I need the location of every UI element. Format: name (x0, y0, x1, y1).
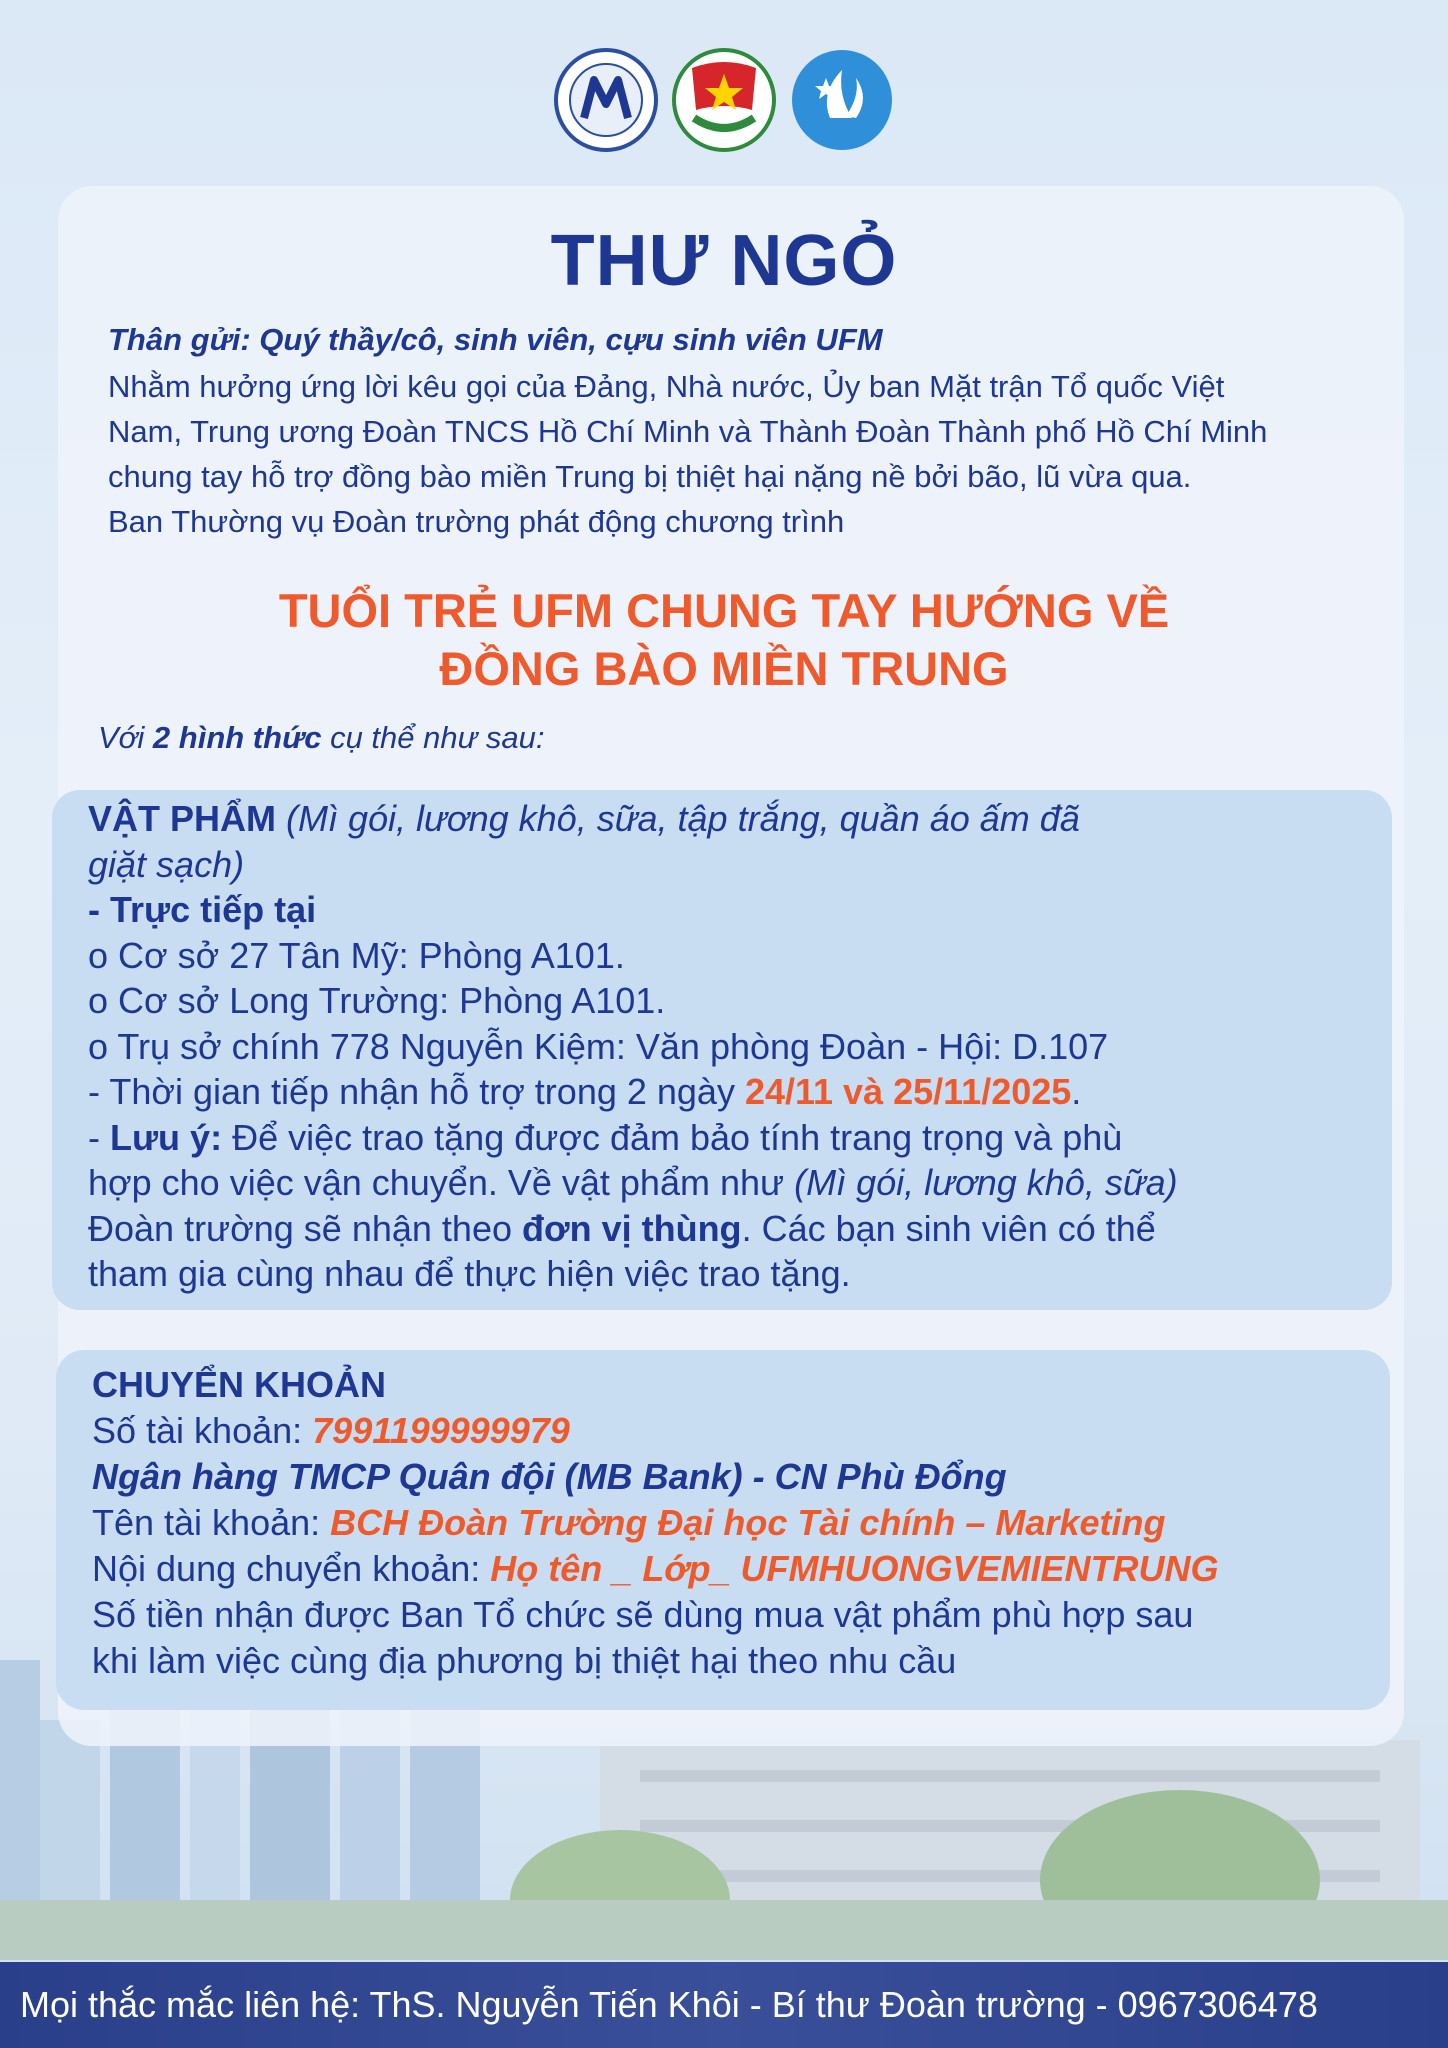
note-label: Lưu ý: (110, 1116, 223, 1158)
location-item: o Trụ sở chính 778 Nguyễn Kiệm: Văn phòng Đoàn - Hội: D.107 (88, 1025, 1109, 1067)
slogan-line-1: TUỔI TRẺ UFM CHUNG TAY HƯỚNG VỀ (278, 584, 1170, 637)
location-item: o Cơ sở Long Trường: Phòng A101. (88, 980, 666, 1021)
logo-row (0, 48, 1448, 152)
account-name-line: Tên tài khoản: BCH Đoàn Trường Đại học Tài chính – Marketing (92, 1502, 1166, 1543)
note-line: - Lưu ý: Để việc trao tặng được đảm bảo tính trang trọng và phù (88, 1116, 1123, 1158)
intro-line: chung tay hỗ trợ đồng bào miền Trung bị thiệt hại nặng nề bởi bão, lũ vừa qua. (108, 459, 1192, 494)
note-line: Đoàn trường sẽ nhận theo đơn vị thùng. Các bạn sinh viên có thể (88, 1207, 1156, 1249)
bank-name: Ngân hàng TMCP Quân đội (MB Bank) - CN Phù Đổng (92, 1456, 1007, 1497)
youth-union-logo-icon (672, 48, 776, 152)
forms-intro: Với 2 hình thức cụ thể như sau: (98, 720, 545, 755)
slogan-line-2: ĐỒNG BÀO MIỀN TRUNG (439, 642, 1009, 695)
closing-line: Số tiền nhận được Ban Tổ chức sẽ dùng mua vật phẩm phù hợp sau (92, 1594, 1194, 1635)
time-line: - Thời gian tiếp nhận hỗ trợ trong 2 ngày 24/11 và 25/11/2025. (88, 1071, 1082, 1112)
account-number[interactable]: 7991199999979 (312, 1410, 570, 1451)
footer-bar (0, 1962, 1448, 2048)
campaign-slogan (0, 582, 1448, 698)
student-association-logo-icon (790, 48, 894, 152)
intro-paragraph (108, 364, 1378, 544)
items-section (88, 796, 1388, 1297)
transfer-section (92, 1362, 1392, 1684)
note-line: hợp cho việc vận chuyển. Về vật phẩm như (Mì gói, lương khô, sữa) (88, 1162, 1178, 1203)
transfer-content: Họ tên _ Lớp_ UFMHUONGVEMIENTRUNG (490, 1548, 1219, 1589)
items-heading: VẬT PHẨM (88, 798, 276, 839)
intro-line: Nam, Trung ương Đoàn TNCS Hồ Chí Minh và Thành Đoàn Thành phố Hồ Chí Minh (108, 414, 1268, 449)
note-line: tham gia cùng nhau để thực hiện việc trao tặng. (88, 1253, 851, 1294)
ufm-logo-icon (554, 48, 658, 152)
direct-label: - Trực tiếp tại (88, 889, 317, 930)
account-line: Số tài khoản: 7991199999979 (92, 1410, 570, 1451)
greeting: Thân gửi: Quý thầy/cô, sinh viên, cựu sinh viên UFM (108, 322, 883, 357)
transfer-content-line: Nội dung chuyển khoản: Họ tên _ Lớp_ UFMHUONGVEMIENTRUNG (92, 1548, 1219, 1589)
items-note-cont: giặt sạch) (88, 843, 245, 885)
account-name: BCH Đoàn Trường Đại học Tài chính – Marketing (330, 1502, 1166, 1543)
transfer-heading: CHUYỂN KHOẢN (92, 1364, 387, 1405)
intro-line: Nhằm hưởng ứng lời kêu gọi của Đảng, Nhà nước, Ủy ban Mặt trận Tổ quốc Việt (108, 369, 1225, 404)
page-title: THƯ NGỎ (550, 221, 898, 301)
intro-line: Ban Thường vụ Đoàn trường phát động chương trình (108, 504, 845, 539)
contact-info[interactable]: Mọi thắc mắc liên hệ: ThS. Nguyễn Tiến Khôi - Bí thư Đoàn trường - 0967306478 (20, 1984, 1318, 2025)
collection-dates: 24/11 và 25/11/2025 (744, 1071, 1072, 1112)
items-note: (Mì gói, lương khô, sữa, tập trắng, quần áo ấm đã (276, 798, 1080, 839)
closing-line: khi làm việc cùng địa phương bị thiệt hại theo nhu cầu (92, 1640, 957, 1681)
location-item: o Cơ sở 27 Tân Mỹ: Phòng A101. (88, 934, 625, 976)
